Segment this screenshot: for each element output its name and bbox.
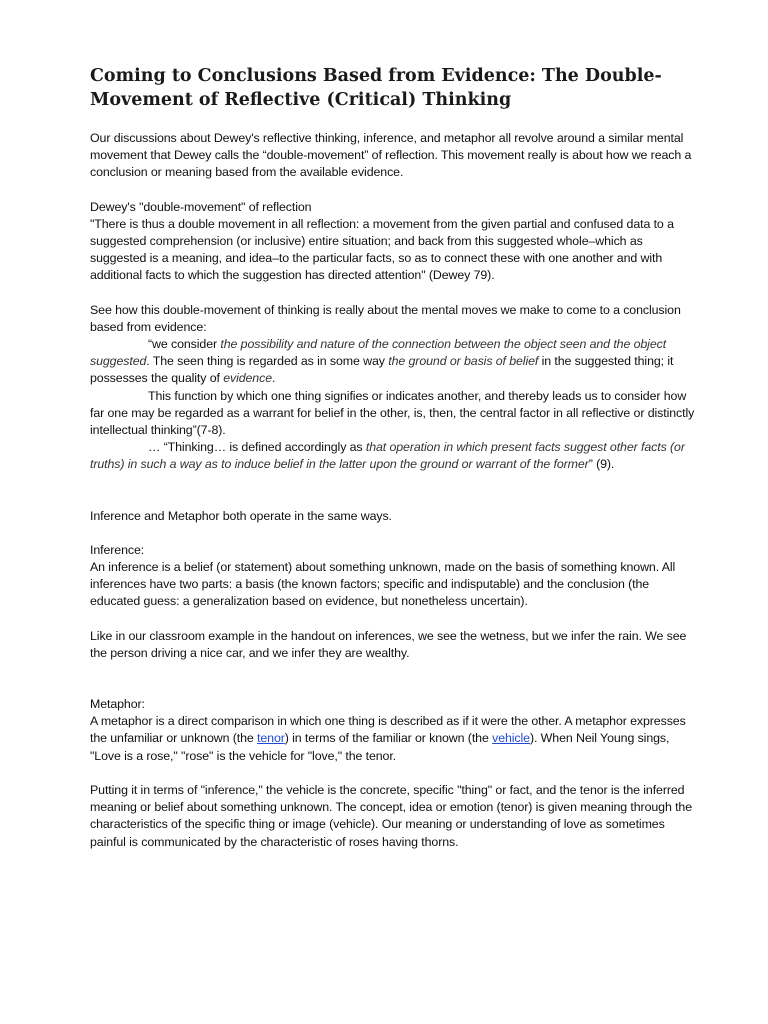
document-title: Coming to Conclusions Based from Evidence: The Double-Movement of Reflective (Critical) Thinking xyxy=(90,66,662,110)
metaphor-a: A metaphor is a direct comparison in which one thing is described as if it were the other. A metaphor expresses the unfamiliar or unknown (the xyxy=(90,714,686,746)
quote-3 xyxy=(90,439,698,473)
metaphor-heading: Metaphor: xyxy=(90,697,145,712)
quote-1-g: . xyxy=(272,371,276,386)
putting-paragraph: Putting it in terms of "inference," the vehicle is the concrete, specific "thing" or fact, and the tenor is the inferred meaning or belief about something unknown. The concept, idea or emotion (tenor) is given meaning through the characteristics of the specific thing or image (vehicle). Our meaning or understanding of love as sometimes painful is communicated by the characteristic of roses having thorns. xyxy=(90,782,692,849)
quote-1-e: in the suggested thing; it possesses the quality of xyxy=(90,354,674,386)
quote-1-f: evidence xyxy=(223,371,272,386)
classroom-paragraph: Like in our classroom example in the handout on inferences, we see the wetness, but we infer the rain. We see the person driving a nice car, and we infer they are wealthy. xyxy=(90,628,687,660)
metaphor-body xyxy=(90,713,698,765)
metaphor-b: ) in terms of the familiar or known (the xyxy=(284,731,493,746)
quote-1-a: “we consider xyxy=(148,337,221,352)
quote-3-b: that operation in which present facts suggest other facts (or truths) in such a way as to induce belief in the latter upon the ground or warrant of the former xyxy=(90,440,685,472)
quote-1-b: the possibility and nature of the connection between the object seen and the object suggested xyxy=(90,337,667,369)
quote-3-c: ” (9). xyxy=(588,457,615,472)
quote-1-c: . The seen thing is regarded as in some way xyxy=(146,354,389,369)
metaphor-c: ). When Neil Young sings, "Love is a rose," "rose" is the vehicle for "love," the tenor. xyxy=(90,731,670,763)
quote-1 xyxy=(90,336,698,388)
both-same-paragraph: Inference and Metaphor both operate in the same ways. xyxy=(90,508,392,523)
quote-3-a: … “Thinking… is defined accordingly as xyxy=(148,440,366,455)
inference-heading: Inference: xyxy=(90,542,145,557)
intro-paragraph: Our discussions about Dewey's reflective thinking, inference, and metaphor all revolve around a similar mental movement that Dewey calls the “double-movement” of reflection. This movement really is about how we reach a conclusion or meaning based from the available evidence. xyxy=(90,131,692,180)
see-how-paragraph: See how this double-movement of thinking is really about the mental moves we make to come to a conclusion based from evidence: xyxy=(90,302,681,334)
inference-body: An inference is a belief (or statement) about something unknown, made on the basis of something known. All inferences have two parts: a basis (the known factors; specific and indisputable) and the conclusion (the educated guess: a generalization based on evidence, but nonetheless uncertain). xyxy=(90,560,676,609)
quote-1-d: the ground or basis of belief xyxy=(388,354,539,369)
dewey-heading: Dewey's "double-movement" of reflection xyxy=(90,199,312,214)
tenor-link[interactable]: tenor xyxy=(257,731,285,746)
quote-2: This function by which one thing signifies or indicates another, and thereby leads us to consider how far one may be regarded as a warrant for belief in the other, is, then, the central factor in all reflective or distinctly intellectual thinking”(7-8). xyxy=(90,388,695,438)
dewey-quote: "There is thus a double movement in all reflection: a movement from the given partial and confused data to a suggested comprehension (or inclusive) entire situation; and back from this suggested whole–which as suggested is a meaning, and idea–to the particular facts, so as to connect these with one another and with additional facts to which the suggestion has directed attention" (Dewey 79). xyxy=(90,216,674,283)
vehicle-link[interactable]: vehicle xyxy=(492,731,530,746)
